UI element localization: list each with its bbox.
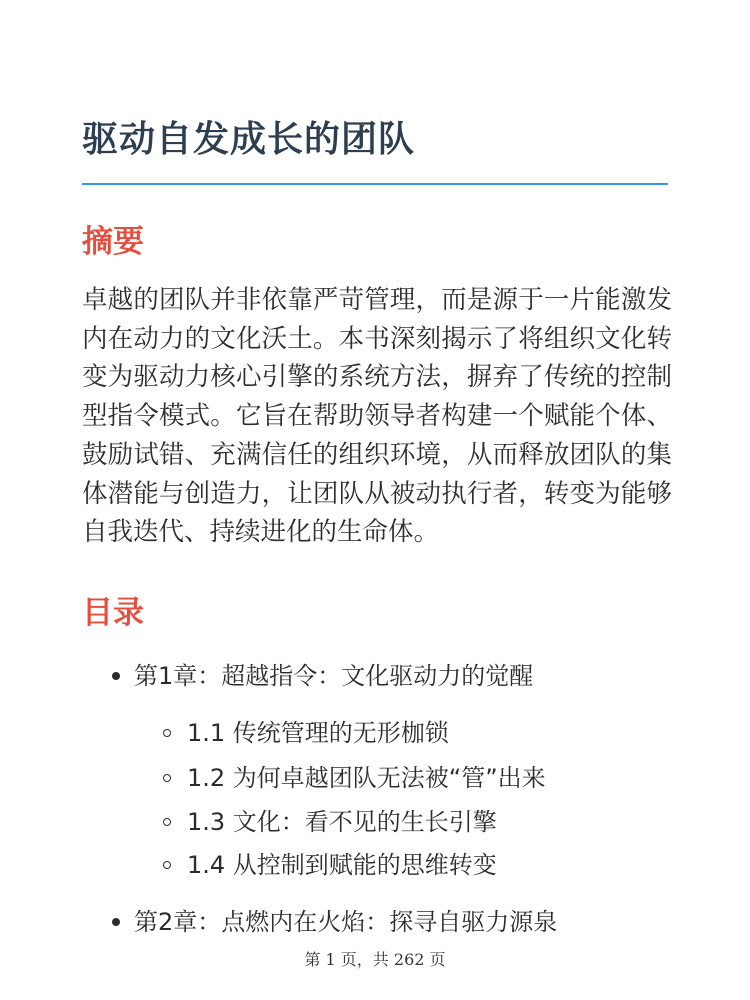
- toc-chapter-2[interactable]: [112, 906, 557, 938]
- toc-heading: 目录: [82, 595, 144, 631]
- bullet-circle-icon: [163, 774, 171, 782]
- bullet-circle-icon: [163, 818, 171, 826]
- toc-section-label: 1.4 从控制到赋能的思维转变: [187, 851, 497, 879]
- title-divider: [82, 183, 668, 185]
- toc-section-1-3[interactable]: [163, 806, 497, 838]
- toc-section-label: 1.2 为何卓越团队无法被“管”出来: [187, 764, 546, 792]
- abstract-body: 卓越的团队并非依靠严苛管理，而是源于一片能激发内在动力的文化沃土。本书深刻揭示了将组织文化转变为驱动力核心引擎的系统方法，摒弃了传统的控制型指令模式。它旨在帮助领导者构建一个赋能个体、鼓励试错、充满信任的组织环境，从而释放团队的集体潜能与创造力，让团队从被动执行者，转变为能够自我迭代、持续进化的生命体。: [82, 285, 672, 548]
- bullet-circle-icon: [163, 861, 171, 869]
- toc-section-1-4[interactable]: [163, 849, 497, 881]
- toc-chapter-label: 第1章：超越指令：文化驱动力的觉醒: [134, 662, 534, 690]
- toc-section-1-1[interactable]: [163, 717, 449, 749]
- toc-chapter-label: 第2章：点燃内在火焰：探寻自驱力源泉: [134, 908, 558, 936]
- bullet-circle-icon: [163, 729, 171, 737]
- abstract-heading: 摘要: [82, 224, 144, 260]
- bullet-disc-icon: [112, 672, 120, 680]
- toc-section-label: 1.3 文化：看不见的生长引擎: [187, 808, 497, 836]
- toc-chapter-1[interactable]: [112, 660, 533, 692]
- page-number-footer: 第 1 页，共 262 页: [304, 950, 446, 969]
- document-title: 驱动自发成长的团队: [82, 119, 416, 160]
- toc-section-label: 1.1 传统管理的无形枷锁: [187, 719, 449, 747]
- toc-section-1-2[interactable]: [163, 762, 546, 794]
- bullet-disc-icon: [112, 918, 120, 926]
